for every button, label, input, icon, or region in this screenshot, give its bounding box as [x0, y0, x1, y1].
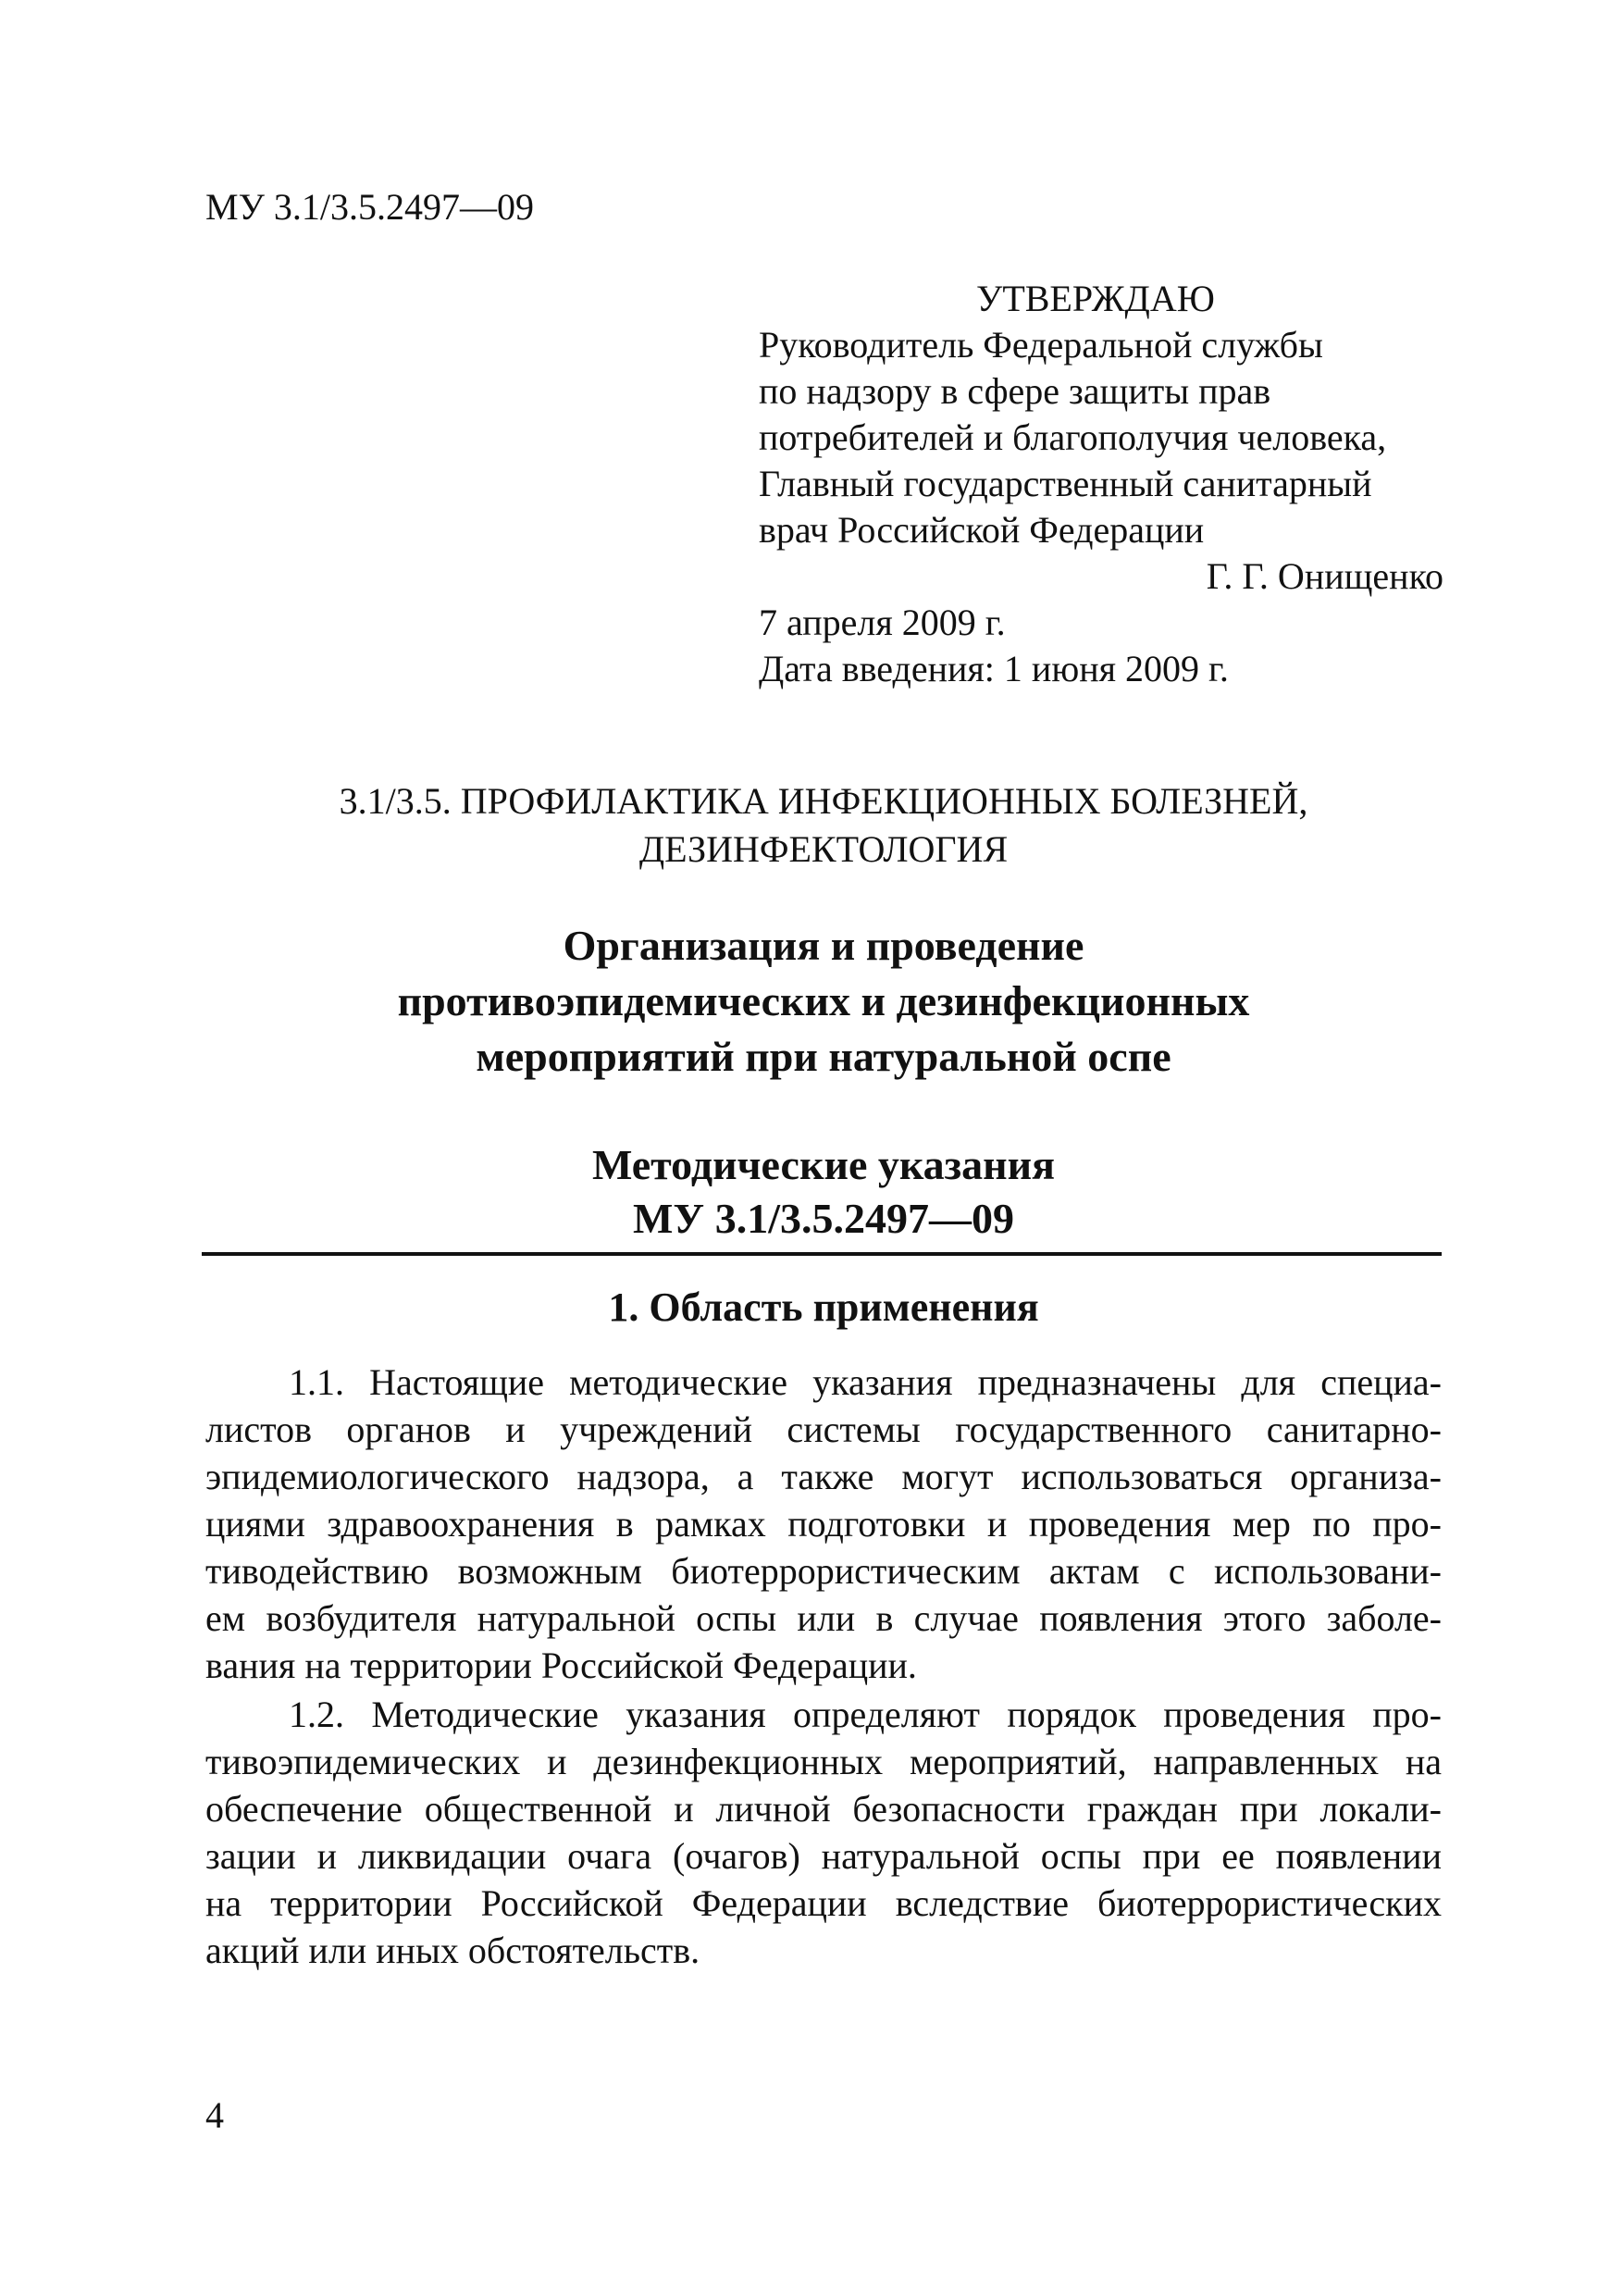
document-title-line: мероприятий при натуральной оспе	[476, 1033, 1171, 1080]
section-heading: 1. Область применения	[608, 1285, 1039, 1330]
approval-position-line: врач Российской Федерации	[759, 509, 1205, 551]
paragraph-line: акций или иных обстоятельств.	[205, 1930, 700, 1971]
paragraph-line: обеспечение общественной и личной безопасности граждан при локали-	[205, 1788, 1442, 1830]
section-title	[205, 777, 1442, 874]
approval-position-line: по надзору в сфере защиты прав	[759, 370, 1271, 412]
approval-position-line: потребителей и благополучия человека,	[759, 416, 1387, 458]
paragraph-line: листов органов и учреждений системы государственного санитарно-	[205, 1409, 1442, 1450]
document-title-line: Организация и проведение	[563, 922, 1084, 969]
paragraph-line: эпидемиологического надзора, а также могут использоваться организа-	[205, 1456, 1442, 1497]
approval-position-line: Главный государственный санитарный	[759, 463, 1372, 504]
approval-block	[759, 276, 1443, 692]
approval-position-line: Руководитель Федеральной службы	[759, 324, 1323, 366]
document-title-line: противоэпидемических и дезинфекционных	[397, 977, 1250, 1024]
effective-date: Дата введения: 1 июня 2009 г.	[759, 648, 1229, 689]
document-code: МУ 3.1/3.5.2497—09	[205, 186, 534, 228]
paragraph-line: тивоэпидемических и дезинфекционных мероприятий, направленных на	[205, 1741, 1442, 1782]
approval-date: 7 апреля 2009 г.	[759, 602, 1006, 643]
paragraph-line: ем возбудителя натуральной оспы или в случае появления этого заболе-	[205, 1597, 1442, 1639]
horizontal-divider	[202, 1252, 1442, 1256]
paragraph-line: вания на территории Российской Федерации.	[205, 1644, 917, 1686]
paragraph-line: 1.1. Настоящие методические указания предназначены для специа-	[289, 1361, 1442, 1403]
paragraph-1-1	[205, 1359, 1442, 1689]
approval-signatory: Г. Г. Онищенко	[1206, 555, 1443, 597]
guidelines-code: МУ 3.1/3.5.2497—09	[633, 1195, 1014, 1242]
approval-heading: УТВЕРЖДАЮ	[976, 278, 1215, 319]
paragraph-1-2	[205, 1691, 1442, 1974]
section-title-line: 3.1/3.5. ПРОФИЛАКТИКА ИНФЕКЦИОННЫХ БОЛЕЗНЕЙ,	[339, 780, 1308, 822]
paragraph-line: циями здравоохранения в рамках подготовки и проведения мер по про-	[205, 1503, 1442, 1545]
paragraph-line: 1.2. Методические указания определяют порядок проведения про-	[289, 1694, 1442, 1735]
section-title-line: ДЕЗИНФЕКТОЛОГИЯ	[638, 828, 1009, 870]
guidelines-heading	[205, 1138, 1442, 1246]
document-title	[205, 918, 1442, 1085]
paragraph-line: тиводействию возможным биотеррористическим актам с использовани-	[205, 1550, 1442, 1592]
paragraph-line: зации и ликвидации очага (очагов) натуральной оспы при ее появлении	[205, 1835, 1442, 1877]
paragraph-line: на территории Российской Федерации вследствие биотеррористических	[205, 1882, 1442, 1924]
page-number: 4	[205, 2094, 224, 2136]
guidelines-label: Методические указания	[591, 1141, 1056, 1188]
